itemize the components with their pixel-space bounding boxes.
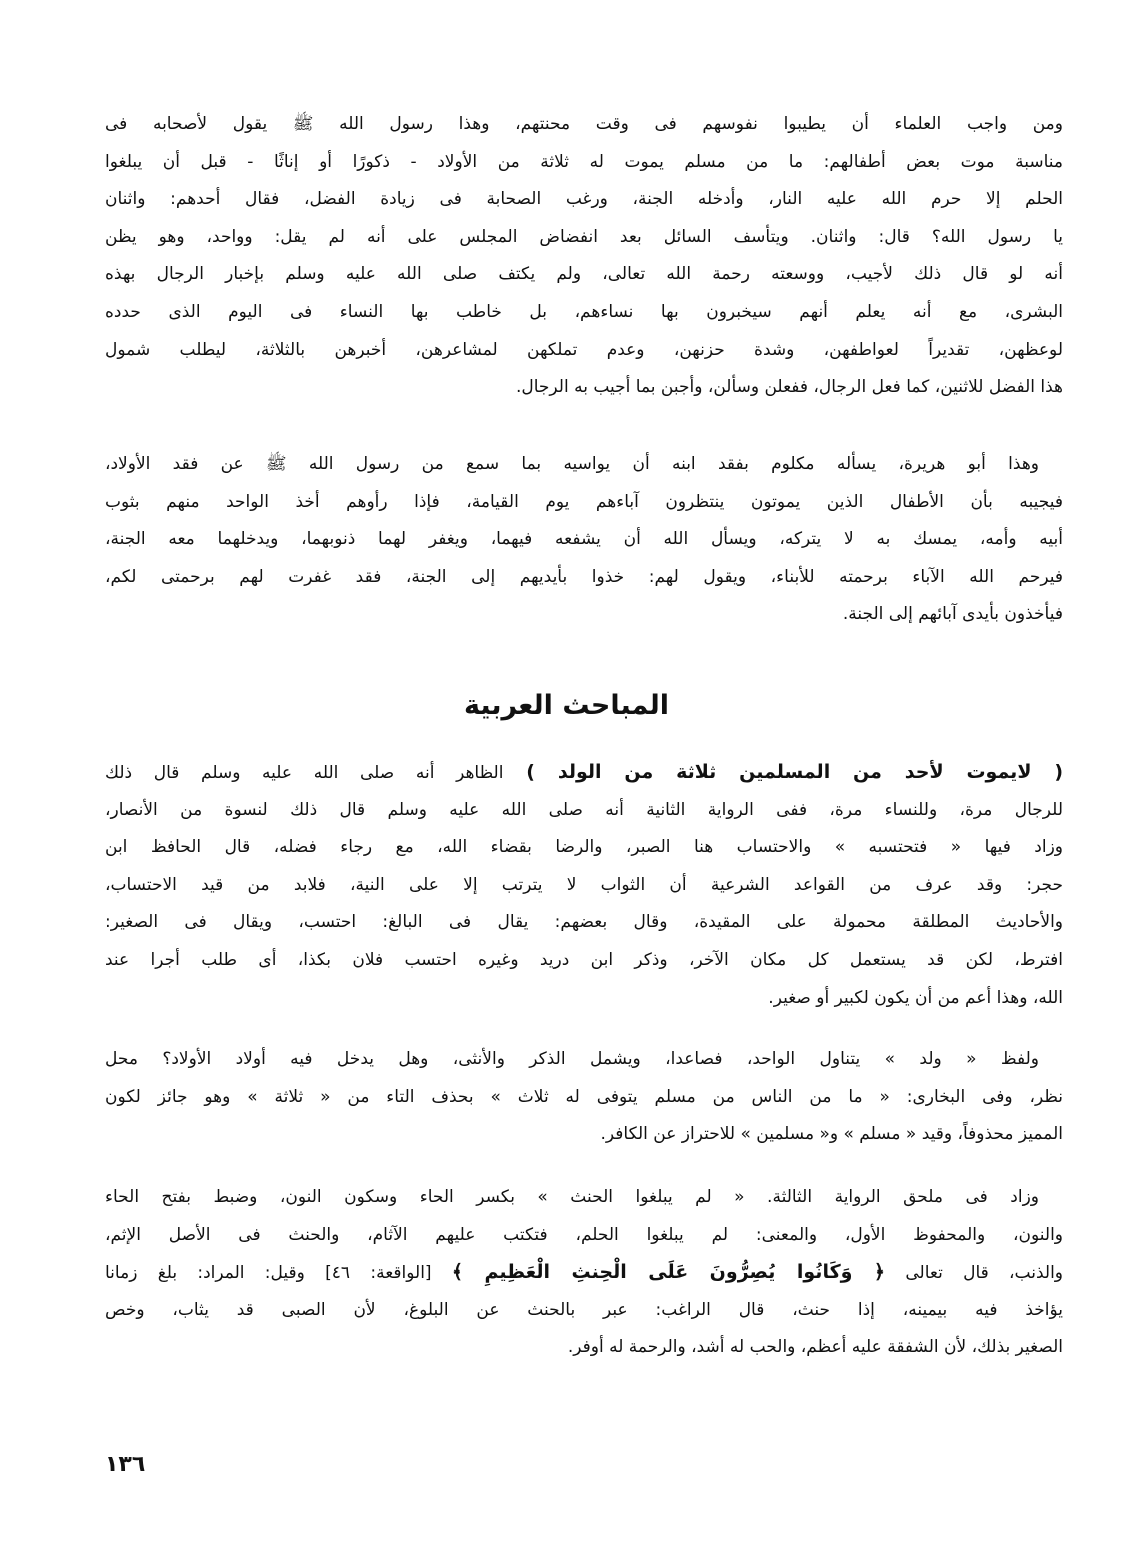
paragraph-2 bbox=[105, 446, 1063, 634]
text-line: للرجال مرة، وللنساء مرة، ففى الرواية الثانية أنه صلى الله عليه وسلم قال ذلك لنسوة من الأنصار، bbox=[105, 799, 1063, 820]
text-line: المميز محذوفاً، وقيد « مسلم » و« مسلمين » للاحتراز عن الكافر. bbox=[600, 1124, 1063, 1145]
text-line: حجر: وقد عرف من القواعد الشرعية أن الثواب لا يترتب إلا على النية، فلابد من قيد الاحتساب، bbox=[105, 874, 1063, 895]
text-line: يؤاخذ فيه بيمينه، إذا حنث، قال الراغب: عبر بالحنث عن البلوغ، لأن الصبى قد يثاب، وخص bbox=[105, 1299, 1063, 1320]
text-segment: [الواقعة: ٤٦] وقيل: المراد: بلغ زمانا bbox=[105, 1263, 452, 1284]
text-line: الله، وهذا أعم من أن يكون لكبير أو صغير. bbox=[768, 987, 1063, 1008]
text-segment: الظاهر أنه صلى الله عليه وسلم قال ذلك bbox=[105, 763, 504, 783]
text-line: والنون، والمحفوظ الأول، والمعنى: لم يبلغوا الحلم، فتكتب عليهم الآثام، والحنث فى الأصل الإثم، bbox=[105, 1224, 1063, 1245]
text-line: فيرحم الله الآباء برحمته للأبناء، ويقول لهم: خذوا بأيديهم إلى الجنة، فقد غفرت لهم برحمتى لكم، bbox=[105, 566, 1063, 587]
text-line: أنه لو قال ذلك لأجيب، ووسعته رحمة الله تعالى، ولم يكتف صلى الله عليه وسلم بإخبار الرجال بهذه bbox=[105, 264, 1063, 285]
text-line bbox=[105, 1254, 1063, 1292]
text-line: يا رسول الله؟ قال: واثنان. ويتأسف السائل بعد انفضاض المجلس على أنه لم يقل: وواحد، وهو يظن bbox=[105, 226, 1063, 247]
section-heading: المباحث العربية bbox=[463, 690, 670, 721]
paragraph-5 bbox=[105, 1179, 1063, 1367]
text-line: البشرى، مع أنه يعلم أنهم سيخبرون بها نساءهم، بل خاطب بها النساء فى اليوم الذى حدده bbox=[105, 301, 1063, 322]
bold-text-segment: ﴿ وَكَانُوا يُصِرُّونَ عَلَى الْحِنثِ الْعَظِيمِ ﴾ bbox=[451, 1261, 886, 1284]
paragraph-3 bbox=[105, 754, 1063, 1017]
text-line: لوعظهن، تقديراً لعواطفهن، وشدة حزنهن، وعدم تملكهن لمشاعرهن، أخبرهن بالثلاثة، ليطلب شمول bbox=[105, 339, 1063, 360]
text-line: وزاد فيها « فتحتسبه » والاحتساب هنا الصبر، والرضا بقضاء الله، مع رجاء فضله، قال الحافظ ابن bbox=[105, 837, 1063, 858]
text-line: ومن واجب العلماء أن يطيبوا نفوسهم فى وقت محنتهم، وهذا رسول الله ﷺ يقول لأصحابه فى bbox=[105, 114, 1063, 134]
text-line: فيجيبه بأن الأطفال الذين يموتون ينتظرون آباءهم يوم القيامة، فإذا رأوهم أخذ الواحد منهم بثوب bbox=[105, 491, 1063, 512]
paragraph-1 bbox=[105, 106, 1063, 407]
text-line: هذا الفضل للاثنين، كما فعل الرجال، ففعلن وسألن، وأجبن بما أجيب به الرجال. bbox=[515, 377, 1063, 398]
text-line: وهذا أبو هريرة، يسأله مكلوم بفقد ابنه أن يواسيه بما سمع من رسول الله ﷺ عن فقد الأولاد، bbox=[105, 454, 1039, 474]
page-number: ١٣٦ bbox=[105, 1452, 146, 1477]
text-line: مناسبة موت بعض أطفالهم: ما من مسلم يموت له ثلاثة من الأولاد - ذكورًا أو إناثًا - قبل أن يبلغوا bbox=[105, 151, 1063, 172]
text-line: ولفظ « ولد » يتناول الواحد، فصاعدا، ويشمل الذكر والأنثى، وهل يدخل فيه أولاد الأولاد؟ محل bbox=[105, 1049, 1039, 1069]
text-line: والأحاديث المطلقة محمولة على المقيدة، وقال بعضهم: يقال فى البالغ: احتسب، ويقال فى الصغير: bbox=[105, 912, 1063, 933]
paragraph-4 bbox=[105, 1041, 1063, 1154]
text-line: فيأخذون بأيدى آبائهم إلى الجنة. bbox=[842, 604, 1063, 625]
text-line: نظر، وفى البخارى: « ما من الناس من مسلم يتوفى له ثلاث » بحذف التاء من « ثلاثة » وهو جائز لكون bbox=[105, 1086, 1063, 1107]
text-line: الحلم إلا حرم الله عليه النار، وأدخله الجنة، ورغب الصحابة فى زيادة الفضل، فقال أحدهم: واثنان bbox=[105, 189, 1063, 210]
text-line bbox=[105, 754, 1063, 792]
text-line: وزاد فى ملحق الرواية الثالثة. « لم يبلغوا الحنث » بكسر الحاء وسكون النون، وضبط بفتح الحاء bbox=[105, 1187, 1039, 1207]
text-line: الصغير بذلك، لأن الشفقة عليه أعظم، والحب له أشد، والرحمة له أوفر. bbox=[567, 1337, 1063, 1358]
bold-text-segment: ( لايموت لأحد من المسلمين ثلاثة من الولد ) bbox=[503, 761, 1063, 783]
text-line: افترط، لكن قد يستعمل كل مكان الآخر، وذكر ابن دريد وغيره احتسب فلان بكذا، أى طلب أجرا عند bbox=[105, 949, 1063, 970]
text-line: أبيه وأمه، يمسك به لا يتركه، ويسأل الله أن يشفعه فيهما، ويغفر لهما ذنوبهما، ويدخلهما معه الجنة، bbox=[105, 529, 1063, 550]
text-segment: والذنب، قال تعالى bbox=[885, 1263, 1064, 1284]
